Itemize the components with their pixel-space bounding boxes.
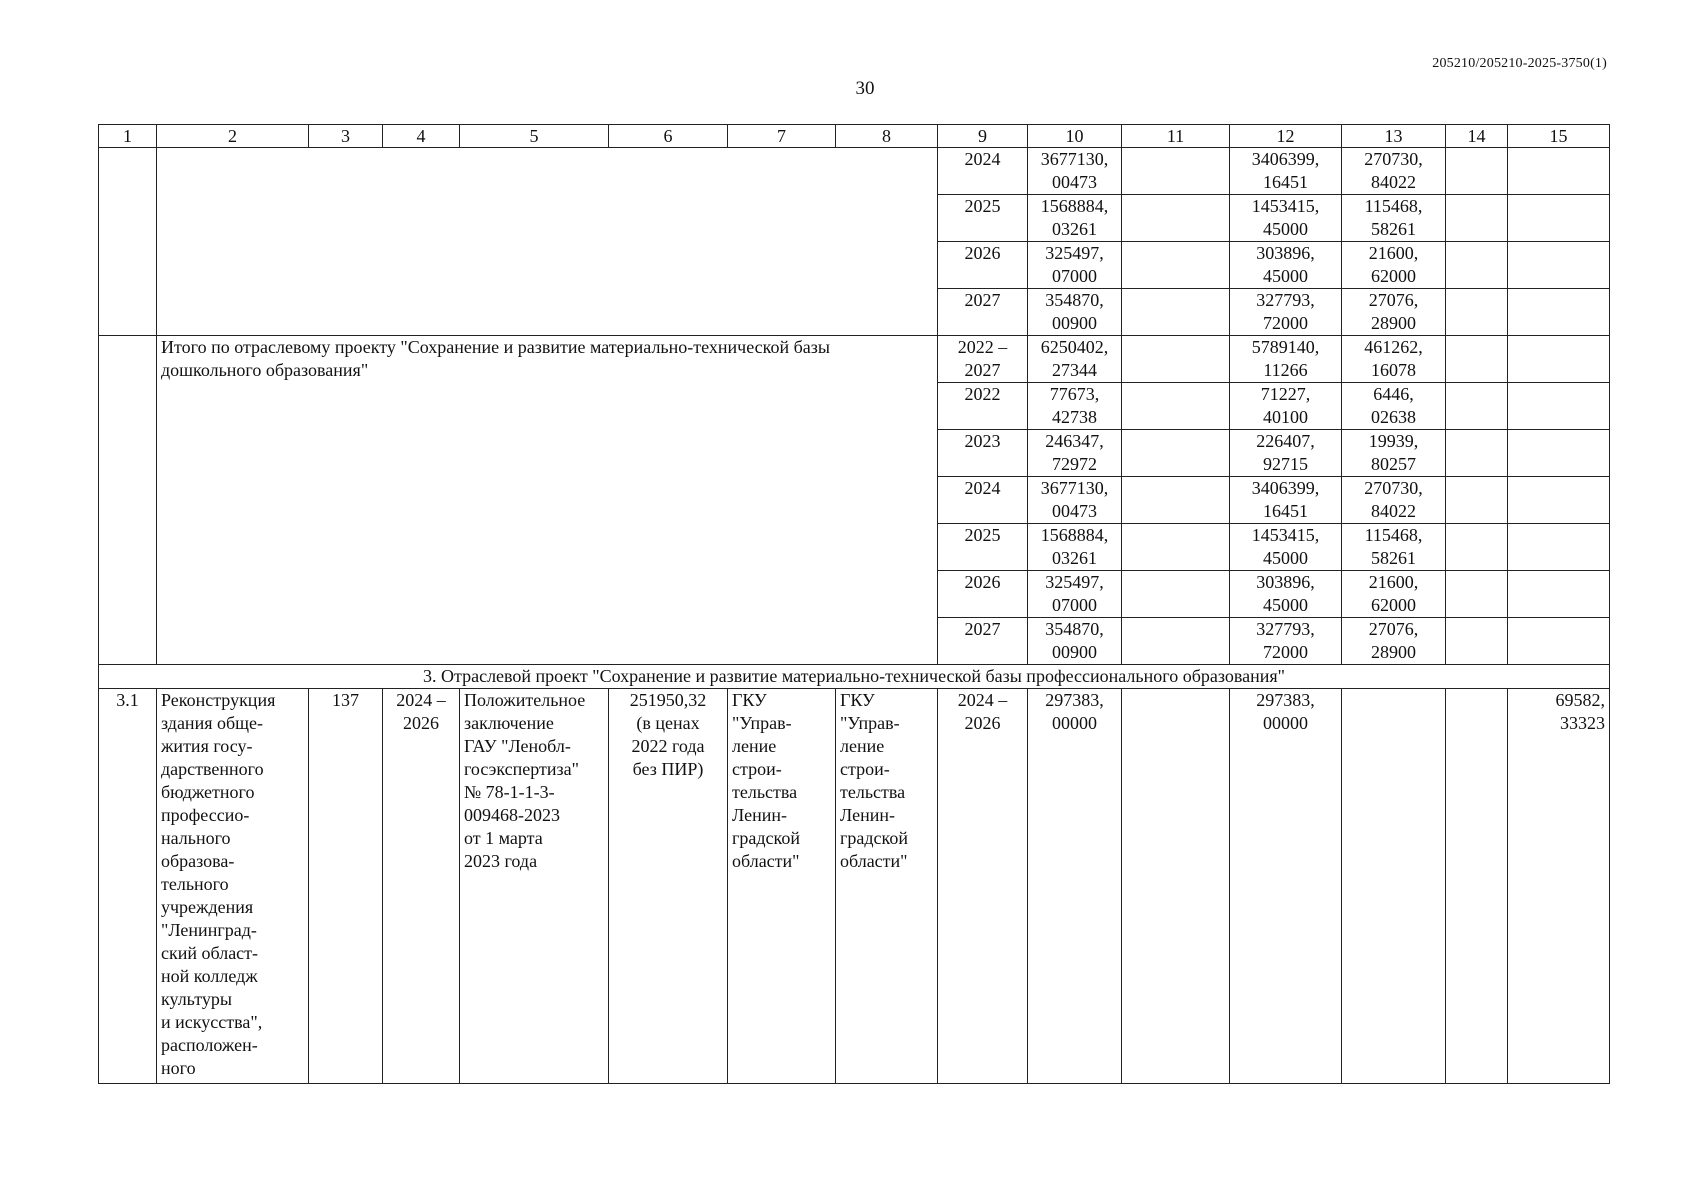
value-cell: 303896, 45000 xyxy=(1230,242,1342,289)
value-cell: 1568884, 03261 xyxy=(1028,524,1122,571)
blank-cell xyxy=(99,148,157,336)
blank-cell xyxy=(1122,524,1230,571)
year-cell: 2026 xyxy=(938,571,1028,618)
value-cell: 354870, 00900 xyxy=(1028,289,1122,336)
value-cell: 226407, 92715 xyxy=(1230,430,1342,477)
object-name: Реконструкция здания обще- жития госу- дарственного бюджетного профессио- нального образова- тельного учреждения "Ленинград- ский област- ной колледж культуры и искусства", расположен- ного xyxy=(157,689,309,1084)
blank-cell xyxy=(1122,477,1230,524)
value-cell: 77673, 42738 xyxy=(1028,383,1122,430)
blank-cell xyxy=(1508,477,1610,524)
value-cell: 1568884, 03261 xyxy=(1028,195,1122,242)
blank-cell xyxy=(1446,289,1508,336)
value-cell: 27076, 28900 xyxy=(1342,289,1446,336)
year-cell: 2024 xyxy=(938,148,1028,195)
header-cell: 15 xyxy=(1508,125,1610,148)
blank-cell xyxy=(1122,430,1230,477)
value-cell: 27076, 28900 xyxy=(1342,618,1446,665)
year-cell: 2025 xyxy=(938,524,1028,571)
customer-cell: ГКУ "Управ- ление строи- тельства Ленин- градской области" xyxy=(728,689,836,1084)
value-cell: 3406399, 16451 xyxy=(1230,148,1342,195)
year-cell: 2024 – 2026 xyxy=(938,689,1028,1084)
value-cell: 246347, 72972 xyxy=(1028,430,1122,477)
blank-cell xyxy=(1446,148,1508,195)
header-cell: 4 xyxy=(383,125,460,148)
total-label: Итого по отраслевому проекту "Сохранение и развитие материально-технической базы дошкольного образования" xyxy=(157,336,938,665)
year-cell: 2027 xyxy=(938,618,1028,665)
value-cell: 21600, 62000 xyxy=(1342,242,1446,289)
blank-cell xyxy=(1122,383,1230,430)
value-cell: 270730, 84022 xyxy=(1342,477,1446,524)
value-cell: 461262, 16078 xyxy=(1342,336,1446,383)
year-cell: 2022 – 2027 xyxy=(938,336,1028,383)
value-cell: 325497, 07000 xyxy=(1028,242,1122,289)
value-cell: 71227, 40100 xyxy=(1230,383,1342,430)
value-cell: 327793, 72000 xyxy=(1230,618,1342,665)
table-row xyxy=(99,689,1610,1084)
value-cell: 115468, 58261 xyxy=(1342,195,1446,242)
data-table xyxy=(98,124,1610,1084)
header-cell: 10 xyxy=(1028,125,1122,148)
header-cell: 13 xyxy=(1342,125,1446,148)
year-cell: 2027 xyxy=(938,289,1028,336)
blank-cell xyxy=(1508,336,1610,383)
blank-cell xyxy=(99,336,157,665)
expertise-cell: Положительное заключение ГАУ "Ленобл- госэкспертиза" № 78-1-1-3- 009468-2023 от 1 марта 2023 года xyxy=(460,689,609,1084)
blank-cell xyxy=(1446,195,1508,242)
row-number: 3.1 xyxy=(99,689,157,1084)
blank-cell xyxy=(1508,430,1610,477)
header-cell: 6 xyxy=(609,125,728,148)
period-cell: 2024 – 2026 xyxy=(383,689,460,1084)
year-cell: 2024 xyxy=(938,477,1028,524)
blank-cell xyxy=(1508,383,1610,430)
blank-cell xyxy=(1342,689,1446,1084)
blank-cell xyxy=(1122,571,1230,618)
header-cell: 8 xyxy=(836,125,938,148)
blank-cell xyxy=(1122,689,1230,1084)
value-cell: 297383, 00000 xyxy=(1028,689,1122,1084)
section-title: 3. Отраслевой проект "Сохранение и развитие материально-технической базы профессионального образования" xyxy=(99,665,1610,689)
value-cell: 297383, 00000 xyxy=(1230,689,1342,1084)
blank-cell xyxy=(1122,242,1230,289)
blank-cell xyxy=(1508,618,1610,665)
header-cell: 2 xyxy=(157,125,309,148)
developer-cell: ГКУ "Управ- ление строи- тельства Ленин- градской области" xyxy=(836,689,938,1084)
document-number: 205210/205210-2025-3750(1) xyxy=(1432,56,1607,71)
value-cell: 270730, 84022 xyxy=(1342,148,1446,195)
value-cell: 19939, 80257 xyxy=(1342,430,1446,477)
cost-cell: 251950,32 (в ценах 2022 года без ПИР) xyxy=(609,689,728,1084)
year-cell: 2025 xyxy=(938,195,1028,242)
blank-cell xyxy=(1446,524,1508,571)
value-cell: 6250402, 27344 xyxy=(1028,336,1122,383)
blank-cell xyxy=(1122,148,1230,195)
blank-cell xyxy=(1446,336,1508,383)
value-cell: 115468, 58261 xyxy=(1342,524,1446,571)
blank-cell xyxy=(157,148,938,336)
value-cell: 1453415, 45000 xyxy=(1230,195,1342,242)
cell-c3: 137 xyxy=(309,689,383,1084)
value-cell: 6446, 02638 xyxy=(1342,383,1446,430)
header-cell: 11 xyxy=(1122,125,1230,148)
year-cell: 2023 xyxy=(938,430,1028,477)
value-cell: 327793, 72000 xyxy=(1230,289,1342,336)
header-cell: 14 xyxy=(1446,125,1508,148)
section-row xyxy=(99,665,1610,689)
header-cell: 7 xyxy=(728,125,836,148)
blank-cell xyxy=(1122,618,1230,665)
blank-cell xyxy=(1122,289,1230,336)
value-cell: 3406399, 16451 xyxy=(1230,477,1342,524)
blank-cell xyxy=(1446,477,1508,524)
blank-cell xyxy=(1508,524,1610,571)
blank-cell xyxy=(1508,195,1610,242)
value-cell: 354870, 00900 xyxy=(1028,618,1122,665)
value-cell: 325497, 07000 xyxy=(1028,571,1122,618)
header-cell: 5 xyxy=(460,125,609,148)
blank-cell xyxy=(1446,618,1508,665)
blank-cell xyxy=(1122,195,1230,242)
value-cell: 69582, 33323 xyxy=(1508,689,1610,1084)
blank-cell xyxy=(1508,571,1610,618)
blank-cell xyxy=(1508,148,1610,195)
table-row xyxy=(99,148,1610,195)
value-cell: 1453415, 45000 xyxy=(1230,524,1342,571)
table-row xyxy=(99,336,1610,383)
blank-cell xyxy=(1446,689,1508,1084)
blank-cell xyxy=(1446,242,1508,289)
value-cell: 21600, 62000 xyxy=(1342,571,1446,618)
value-cell: 3677130, 00473 xyxy=(1028,148,1122,195)
value-cell: 303896, 45000 xyxy=(1230,571,1342,618)
blank-cell xyxy=(1446,430,1508,477)
header-row xyxy=(99,125,1610,148)
header-cell: 3 xyxy=(309,125,383,148)
year-cell: 2026 xyxy=(938,242,1028,289)
page-number: 30 xyxy=(855,78,875,99)
blank-cell xyxy=(1446,571,1508,618)
value-cell: 5789140, 11266 xyxy=(1230,336,1342,383)
blank-cell xyxy=(1446,383,1508,430)
blank-cell xyxy=(1508,289,1610,336)
blank-cell xyxy=(1508,242,1610,289)
blank-cell xyxy=(1122,336,1230,383)
header-cell: 1 xyxy=(99,125,157,148)
header-cell: 9 xyxy=(938,125,1028,148)
value-cell: 3677130, 00473 xyxy=(1028,477,1122,524)
header-cell: 12 xyxy=(1230,125,1342,148)
year-cell: 2022 xyxy=(938,383,1028,430)
